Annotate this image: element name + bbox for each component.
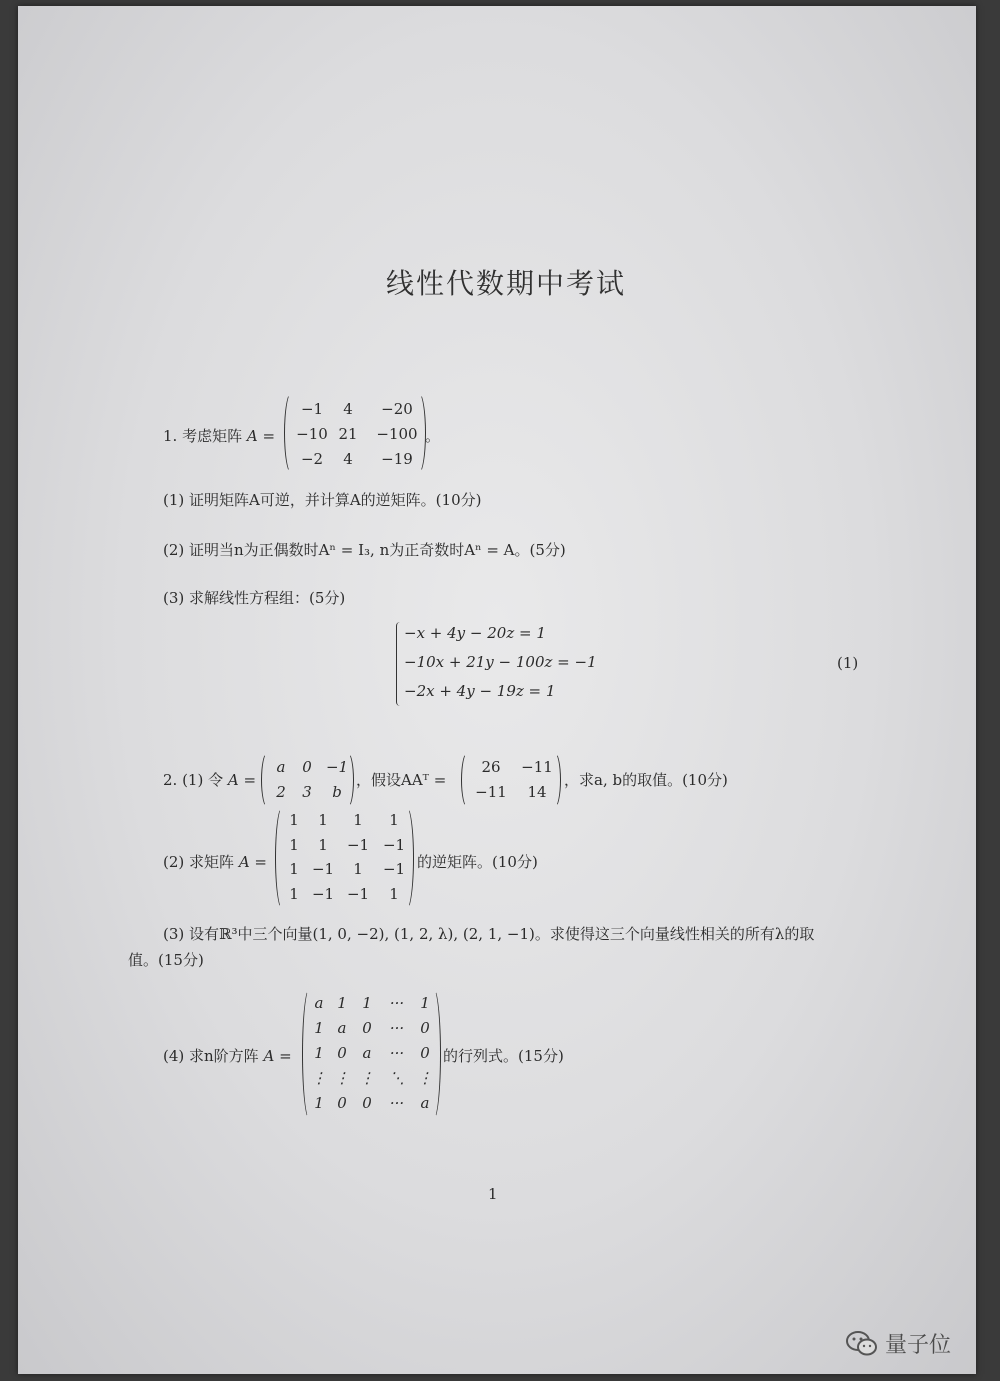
matrix-cell: a [276, 757, 286, 776]
matrix-cell: −10 [296, 424, 328, 443]
exam-paper [18, 6, 976, 1374]
matrix-cell: ⋮ [417, 1068, 433, 1087]
q1-lead: 1. 考虑矩阵 A = [163, 427, 276, 445]
matrix-cell: 2 [276, 782, 286, 801]
matrix-cell: −20 [381, 399, 413, 418]
q2-part4-tail: 的行列式。(15分) [443, 1047, 564, 1065]
matrix-cell: 0 [362, 1018, 372, 1037]
matrix-cell: −1 [300, 399, 324, 418]
matrix-cell: 3 [302, 782, 312, 801]
system-eq-1: −x + 4y − 20z = 1 [404, 624, 546, 642]
watermark [845, 1328, 951, 1359]
matrix-cell: −100 [376, 424, 418, 443]
matrix-cell: 21 [338, 424, 358, 443]
matrix-cell: a [420, 1093, 430, 1112]
matrix-cell: 26 [481, 757, 501, 776]
matrix-cell: −2 [300, 449, 324, 468]
q2-part1-lead: 2. (1) 令 A = [163, 771, 257, 789]
q2-part2-tail: 的逆矩阵。(10分) [417, 853, 538, 871]
matrix-cell: −1 [311, 884, 335, 903]
matrix-cell: −1 [346, 884, 370, 903]
matrix-cell: −1 [382, 835, 406, 854]
q2-part2-matrix [282, 808, 412, 906]
q2p2-right-paren [399, 806, 414, 910]
q1-matrix [296, 396, 426, 471]
matrix-cell: ··· [389, 993, 405, 1012]
q1-part2: (2) 证明当n为正偶数时Aⁿ = I₃, n为正奇数时Aⁿ = A。(5分) [163, 541, 566, 559]
page-number: 1 [488, 1185, 498, 1203]
matrix-cell: 1 [318, 835, 328, 854]
q2-part2-lead-text: (2) 求矩阵 [163, 853, 235, 871]
matrix-cell: 1 [389, 884, 399, 903]
matrix-cell: 0 [420, 1043, 430, 1062]
q2-part4-matrix [308, 990, 436, 1116]
matrix-cell: ··· [389, 1043, 405, 1062]
q1-matrix-name: A [246, 427, 258, 445]
matrix-cell: 0 [337, 1093, 347, 1112]
q2-part2-lead: (2) 求矩阵 A = [163, 853, 267, 871]
matrix-cell: 4 [343, 449, 353, 468]
matrix-cell: 1 [314, 1043, 324, 1062]
matrix-cell: ⋱ [389, 1068, 405, 1087]
q2-part1-matrix2 [468, 754, 560, 804]
matrix-cell: a [314, 993, 324, 1012]
q2-part3-line1: (3) 设有ℝ³中三个向量(1, 0, −2), (1, 2, λ), (2, 1, −1)。求使得这三个向量线性相关的所有λ的取 [163, 925, 815, 943]
matrix-cell: b [332, 782, 342, 801]
matrix-cell: a [337, 1018, 347, 1037]
q2-part4-lead-text: (4) 求n阶方阵 [163, 1047, 259, 1065]
wechat-icon [845, 1330, 879, 1358]
q2p1-right-paren-2 [548, 752, 561, 808]
matrix-cell: a [362, 1043, 372, 1062]
matrix-cell: 0 [362, 1093, 372, 1112]
system-eq-3: −2x + 4y − 19z = 1 [404, 682, 556, 700]
matrix-cell: −11 [475, 782, 507, 801]
matrix-cell: ⋮ [311, 1068, 327, 1087]
matrix-cell: −1 [311, 860, 335, 879]
matrix-cell: 1 [337, 993, 347, 1012]
q1-tail: 。 [425, 427, 441, 445]
matrix-cell: 1 [362, 993, 372, 1012]
matrix-cell: 14 [527, 782, 547, 801]
q2-part1-lead-text: 2. (1) 令 [163, 771, 224, 789]
matrix-cell: ⋮ [334, 1068, 350, 1087]
matrix-cell: 0 [420, 1018, 430, 1037]
matrix-cell: 1 [289, 884, 299, 903]
matrix-cell: 1 [353, 860, 363, 879]
matrix-cell: ⋮ [359, 1068, 375, 1087]
matrix-cell: 1 [289, 835, 299, 854]
matrix-cell: 1 [353, 811, 363, 830]
equation-number: (1) [837, 654, 859, 672]
matrix-cell: −1 [325, 757, 349, 776]
matrix-cell: 1 [289, 811, 299, 830]
matrix-cell: 1 [314, 1093, 324, 1112]
matrix-cell: 1 [289, 860, 299, 879]
matrix-cell: −1 [382, 860, 406, 879]
matrix-cell: 0 [337, 1043, 347, 1062]
q2-matrix-name: A [227, 771, 239, 789]
matrix-cell: −11 [521, 757, 553, 776]
matrix-cell: 4 [343, 399, 353, 418]
q2p2-matrix-name: A [238, 853, 250, 871]
q2p4-right-paren [426, 988, 441, 1120]
system-eq-2: −10x + 21y − 100z = −1 [404, 653, 597, 671]
q2-part4-lead: (4) 求n阶方阵 A = [163, 1047, 292, 1065]
matrix-cell: 0 [302, 757, 312, 776]
matrix-cell: 1 [389, 811, 399, 830]
q2p4-matrix-name: A [263, 1047, 275, 1065]
matrix-cell: ··· [389, 1093, 405, 1112]
matrix-cell: 1 [314, 1018, 324, 1037]
exam-title: 线性代数期中考试 [386, 267, 627, 300]
matrix-cell: −1 [346, 835, 370, 854]
matrix-cell: −19 [381, 449, 413, 468]
q1-right-paren [411, 392, 426, 474]
matrix-cell: ··· [389, 1018, 405, 1037]
q1-part3: (3) 求解线性方程组：(5分) [163, 589, 346, 607]
watermark-text: 量子位 [885, 1333, 952, 1358]
q1-part1: (1) 证明矩阵A可逆，并计算A的逆矩阵。(10分) [163, 491, 482, 509]
q2p1-right-paren [341, 752, 354, 808]
q2-part3-line2: 值。(15分) [128, 951, 204, 969]
q2-part1-tail: ，求a, b的取值。(10分) [564, 771, 728, 789]
matrix-cell: 1 [420, 993, 430, 1012]
q1-lead-text: 1. 考虑矩阵 [163, 427, 243, 445]
q2-part1-mid: ，假设AAᵀ = [356, 771, 447, 789]
matrix-cell: 1 [318, 811, 328, 830]
